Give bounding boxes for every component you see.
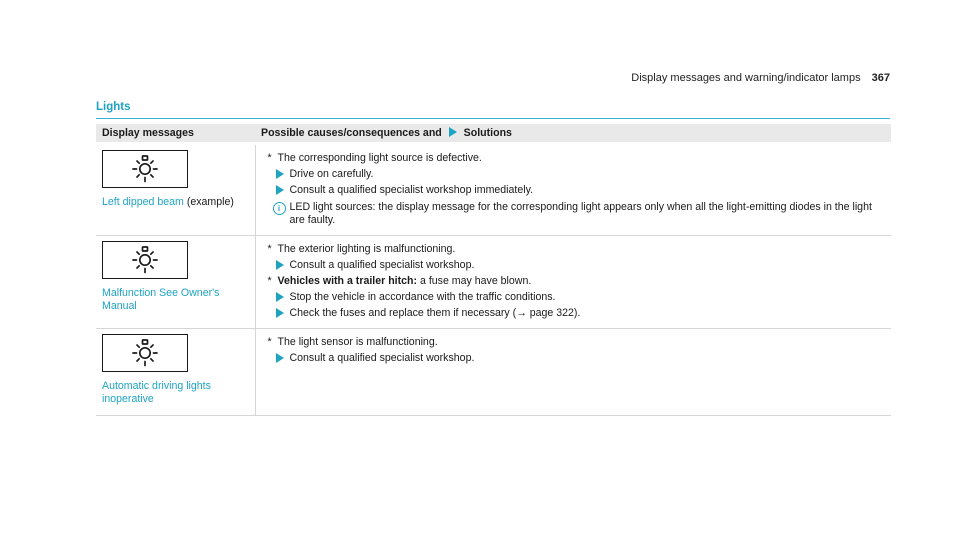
solution-arrow-icon [276,185,284,195]
section-divider [96,118,890,119]
solution-arrow-icon [276,260,284,270]
solution-step: Drive on carefully. [268,167,886,183]
causes-solutions-cell [255,144,891,236]
solution-step: Consult a qualified specialist workshop. [268,351,886,367]
display-message-text: Automatic driving lights inoperative [102,380,211,406]
cause-item: * Vehicles with a trailer hitch: a fuse may have blown. [267,274,532,287]
cause-item: * The exterior lighting is malfunctioning. [267,243,456,255]
light-bulb-icon [102,241,188,279]
solution-arrow-icon [276,308,284,318]
solution-step: Consult a qualified specialist workshop. [268,258,886,274]
display-message-suffix: (example) [186,196,234,208]
cause-item: * The light sensor is malfunctioning. [267,336,438,348]
info-icon: i [273,202,286,215]
solution-arrow-icon [449,127,457,137]
note: i LED light sources: the display message for the corresponding light appears only when all the light-emitting diodes in the light are faulty. [268,201,886,227]
col-header-display-messages: Display messages [96,124,255,144]
col-header-causes-solutions [255,124,891,144]
table-row [96,236,891,329]
section-title: Lights [96,101,131,113]
display-messages-table [96,124,891,416]
display-message-cell [96,236,255,329]
light-bulb-icon [102,334,188,372]
solution-arrow-icon [276,353,284,363]
display-message-text: Malfunction See Owner's Manual [102,287,220,313]
table-header-row [96,124,891,144]
header-title: Display messages and warning/indicator lamps [631,72,861,84]
running-header [631,72,890,84]
solution-step: Check the fuses and replace them if necessary (→ page 322). [268,306,886,322]
table-row [96,144,891,236]
light-bulb-icon [102,150,188,188]
display-message-text: Left dipped beam [102,196,184,208]
table-row [96,329,891,416]
page-number: 367 [871,72,890,84]
display-message-cell [96,329,255,416]
solution-step: Stop the vehicle in accordance with the traffic conditions. [268,290,886,306]
col-header-solutions: Solutions [463,127,512,139]
col-header-causes: Possible causes/consequences and [261,127,442,139]
solution-arrow-icon [276,169,284,179]
solution-arrow-icon [276,292,284,302]
causes-solutions-cell [255,329,891,416]
solution-step: Consult a qualified specialist workshop immediately. [268,183,886,199]
display-message-cell [96,144,255,236]
cause-item: * The corresponding light source is defective. [267,152,482,164]
causes-solutions-cell [255,236,891,329]
